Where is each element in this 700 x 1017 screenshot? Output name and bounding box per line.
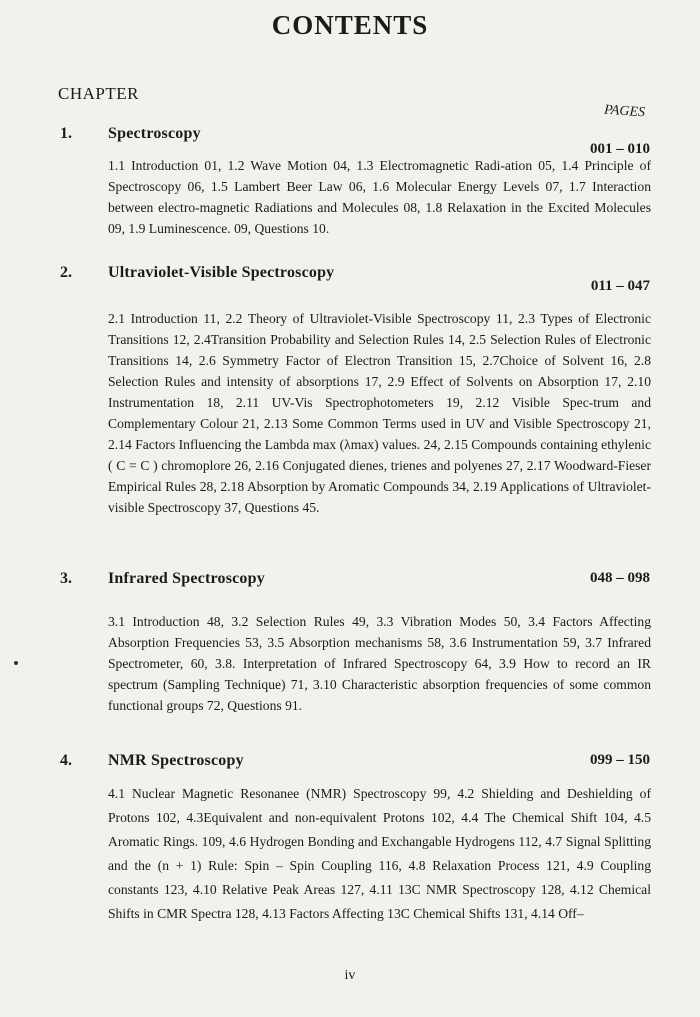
chapter-title: Ultraviolet-Visible Spectroscopy	[108, 264, 335, 281]
chapter-number: 2.	[60, 264, 72, 281]
chapter-pages: 048 – 098	[590, 570, 650, 586]
chapter-title: Spectroscopy	[108, 125, 201, 142]
chapter-number: 3.	[60, 570, 72, 587]
chapter-number: 4.	[60, 752, 72, 769]
sections-text: 4.1 Nuclear Magnetic Resonanee (NMR) Spectroscopy 99, 4.2 Shielding and Deshielding of Protons 102, 4.3Equivalent and non-equivalent Protons 102, 4.4 The Chemical Shift 104, 4.5 Aromatic Rings. 109, 4.6 Hydrogen Bonding and Exchangable Hydrogens 112, 4.7 Signal Splitting and the (n + 1) Rule: Spin – Spin Coupling 116, 4.8 Relaxation Process 121, 4.9 Coupling constants 123, 4.10 Relative Peak Areas 127, 4.11 13C NMR Spectroscopy 128, 4.12 Chemical Shifts in CMR Spectra 128, 4.13 Factors Affecting 13C Chemical Shifts 131, 4.14 Off–	[108, 786, 651, 921]
sections-text: 1.1 Introduction 01, 1.2 Wave Motion 04, 1.3 Electromagnetic Radi-ation 05, 1.4 Principle of Spectroscopy 06, 1.5 Lambert Beer Law 06, 1.6 Molecular Energy Levels 07, 1.7 Interaction between electro-magnetic Radiations and Molecules 08, 1.8 Relaxation in the Excited Molecules 09, 1.9 Luminescence. 09, Questions 10.	[108, 158, 651, 236]
page-title: CONTENTS	[271, 10, 429, 40]
sections-text: 2.1 Introduction 11, 2.2 Theory of Ultraviolet-Visible Spectroscopy 11, 2.3 Types of Electronic Transitions 12, 2.4Transition Probability and Selection Rules 14, 2.5 Selection Rules of Electronic Transitions 14, 2.6 Symmetry Factor of Electron Transition 15, 2.7Choice of Solvent 16, 2.8 Selection Rules and intensity of absorptions 17, 2.9 Effect of Solvents on Absorption 17, 2.10 Instrumentation 18, 2.11 UV-Vis Spectrophotometers 19, 2.12 Visible Spec-trum and Complementary Colour 21, 2.13 Some Common Terms used in UV and Visible Spectroscopy 21, 2.14 Factors Influencing the Lambda max (λmax) values. 24, 2.15 Compounds containing ethylenic ( C = C ) chromoplore 26, 2.16 Conjugated dienes, trienes and polyenes 27, 2.17 Woodward-Fieser Empirical Rules 28, 2.18 Absorption by Aromatic Compounds 34, 2.19 Applications of Ultraviolet-visible Spectroscopy 37, Questions 45.	[108, 311, 651, 515]
chapter-title: Infrared Spectroscopy	[108, 570, 265, 587]
chapter-pages: 011 – 047	[590, 278, 650, 294]
chapter-number: 1.	[60, 125, 72, 142]
chapter-sections	[108, 782, 651, 926]
page-number: iv	[344, 968, 356, 983]
sections-text: 3.1 Introduction 48, 3.2 Selection Rules 49, 3.3 Vibration Modes 50, 3.4 Factors Affecting Absorption Frequencies 53, 3.5 Absorption mechanisms 58, 3.6 Instrumentation 59, 3.7 Infrared Spectrometer, 60, 3.8. Interpretation of Infrared Spectroscopy 64, 3.9 How to record an IR spectrum (Sampling Technique) 71, 3.10 Characteristic absorption frequencies of some common functional groups 72, Questions 91.	[108, 614, 651, 713]
chapter-column-label: CHAPTER	[58, 84, 139, 103]
chapter-pages: 001 – 010	[590, 141, 650, 157]
chapter-sections	[108, 611, 651, 716]
pages-column-label: PAGES	[603, 102, 646, 121]
chapter-title: NMR Spectroscopy	[108, 752, 244, 769]
chapter-sections	[108, 155, 651, 239]
chapter-sections	[108, 308, 651, 518]
chapter-pages: 099 – 150	[590, 752, 650, 768]
scan-speck	[14, 661, 18, 665]
